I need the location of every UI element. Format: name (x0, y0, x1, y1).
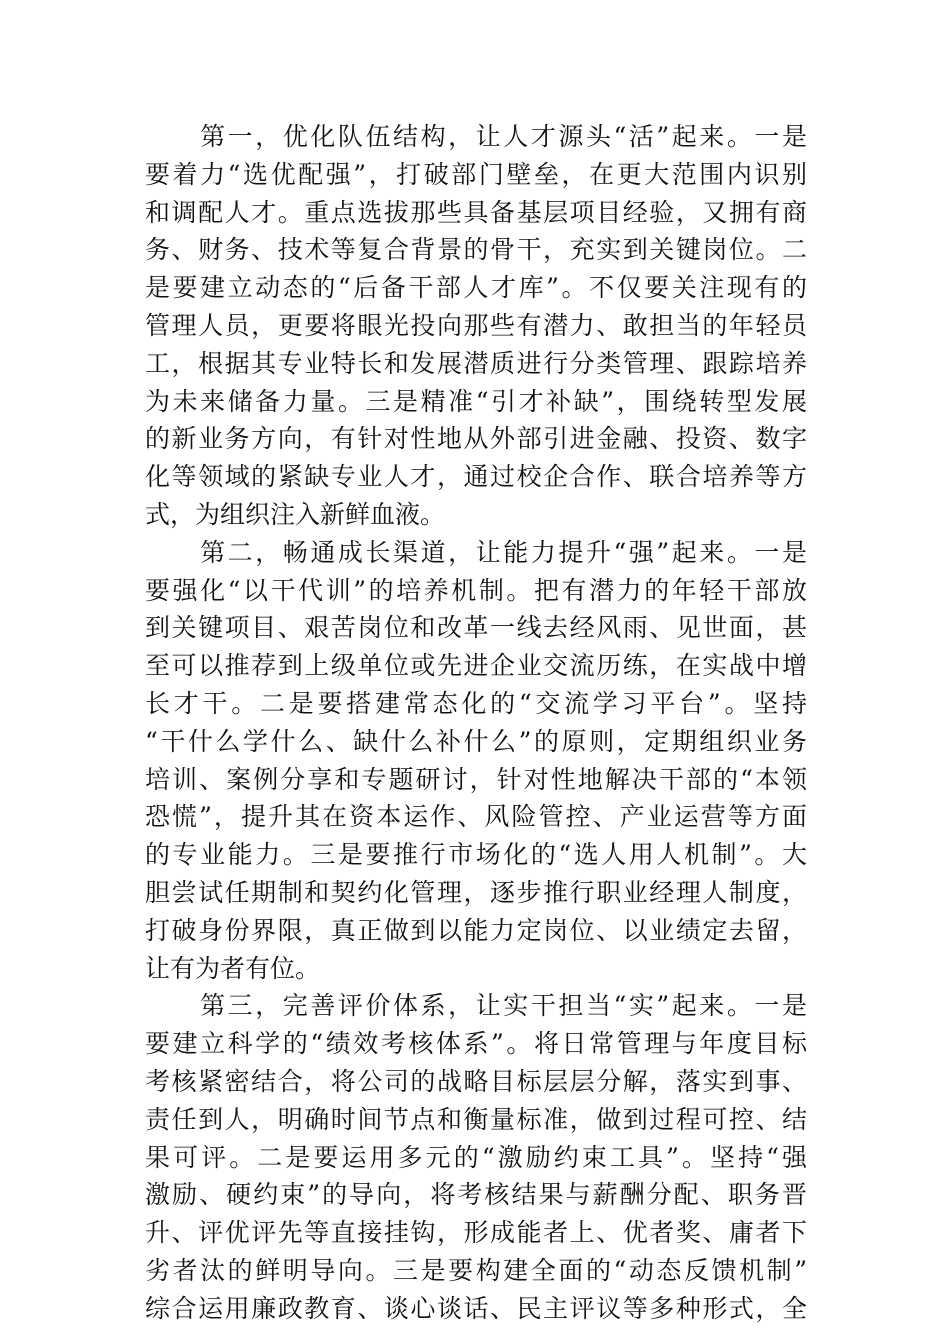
text-line: 责任到人，明确时间节点和衡量标准，做到过程可控、结 (145, 1104, 807, 1134)
text-line: 长才干。二是要搭建常态化的“交流学习平台”。坚持 (145, 688, 807, 718)
paragraph-3 (145, 987, 807, 1327)
text-line: 化等领域的紧缺专业人才，通过校企合作、联合培养等方 (145, 462, 807, 492)
text-line: 激励、硬约束”的导向，将考核结果与薪酬分配、职务晋 (145, 1180, 807, 1210)
text-line: 果可评。二是要运用多元的“激励约束工具”。坚持“强 (145, 1142, 807, 1172)
paragraph-1 (145, 118, 807, 534)
text-line: 的新业务方向，有针对性地从外部引进金融、投资、数字 (145, 424, 807, 454)
text-line: 工，根据其专业特长和发展潜质进行分类管理、跟踪培养 (145, 348, 807, 378)
text-line: 要强化“以干代训”的培养机制。把有潜力的年轻干部放 (145, 575, 807, 605)
text-line: 是要建立动态的“后备干部人才库”。不仅要关注现有的 (145, 273, 807, 303)
text-line: 综合运用廉政教育、谈心谈话、民主评议等多种形式，全 (145, 1293, 807, 1323)
text-line: 要着力“选优配强”，打破部门壁垒，在更大范围内识别 (145, 159, 807, 189)
text-line: 胆尝试任期制和契约化管理，逐步推行职业经理人制度， (145, 877, 807, 907)
text-line: 至可以推荐到上级单位或先进企业交流历练，在实战中增 (145, 651, 807, 681)
text-line: 第一，优化队伍结构，让人才源头“活”起来。一是 (145, 122, 807, 151)
text-line: 培训、案例分享和专题研讨，针对性地解决干部的“本领 (145, 764, 807, 794)
text-line: 务、财务、技术等复合背景的骨干，充实到关键岗位。二 (145, 235, 807, 265)
document-body (145, 118, 807, 1328)
text-line: 劣者汰的鲜明导向。三是要构建全面的“动态反馈机制” (145, 1255, 807, 1285)
text-line: 要建立科学的“绩效考核体系”。将日常管理与年度目标 (145, 1029, 807, 1059)
paragraph-2 (145, 534, 807, 988)
text-line: 式，为组织注入新鲜血液。 (145, 499, 446, 529)
text-line: 考核紧密结合，将公司的战略目标层层分解，落实到事、 (145, 1066, 807, 1096)
text-line: 为未来储备力量。三是精准“引才补缺”，围绕转型发展 (145, 386, 807, 416)
text-line: 和调配人才。重点选拔那些具备基层项目经验，又拥有商 (145, 197, 807, 227)
text-line: 让有为者有位。 (145, 953, 321, 983)
text-line: 到关键项目、艰苦岗位和改革一线去经风雨、见世面，甚 (145, 613, 807, 643)
text-line: “干什么学什么、缺什么补什么”的原则，定期组织业务 (145, 726, 807, 756)
text-line: 打破身份界限，真正做到以能力定岗位、以业绩定去留， (145, 915, 807, 945)
text-line: 管理人员，更要将眼光投向那些有潜力、敢担当的年轻员 (145, 310, 807, 340)
text-line: 第三，完善评价体系，让实干担当“实”起来。一是 (145, 991, 807, 1021)
text-line: 第二，畅通成长渠道，让能力提升“强”起来。一是 (145, 537, 807, 567)
text-line: 的专业能力。三是要推行市场化的“选人用人机制”。大 (145, 840, 807, 870)
text-line: 恐慌”，提升其在资本运作、风险管控、产业运营等方面 (145, 802, 807, 832)
text-line: 升、评优评先等直接挂钩，形成能者上、优者奖、庸者下 (145, 1218, 807, 1248)
